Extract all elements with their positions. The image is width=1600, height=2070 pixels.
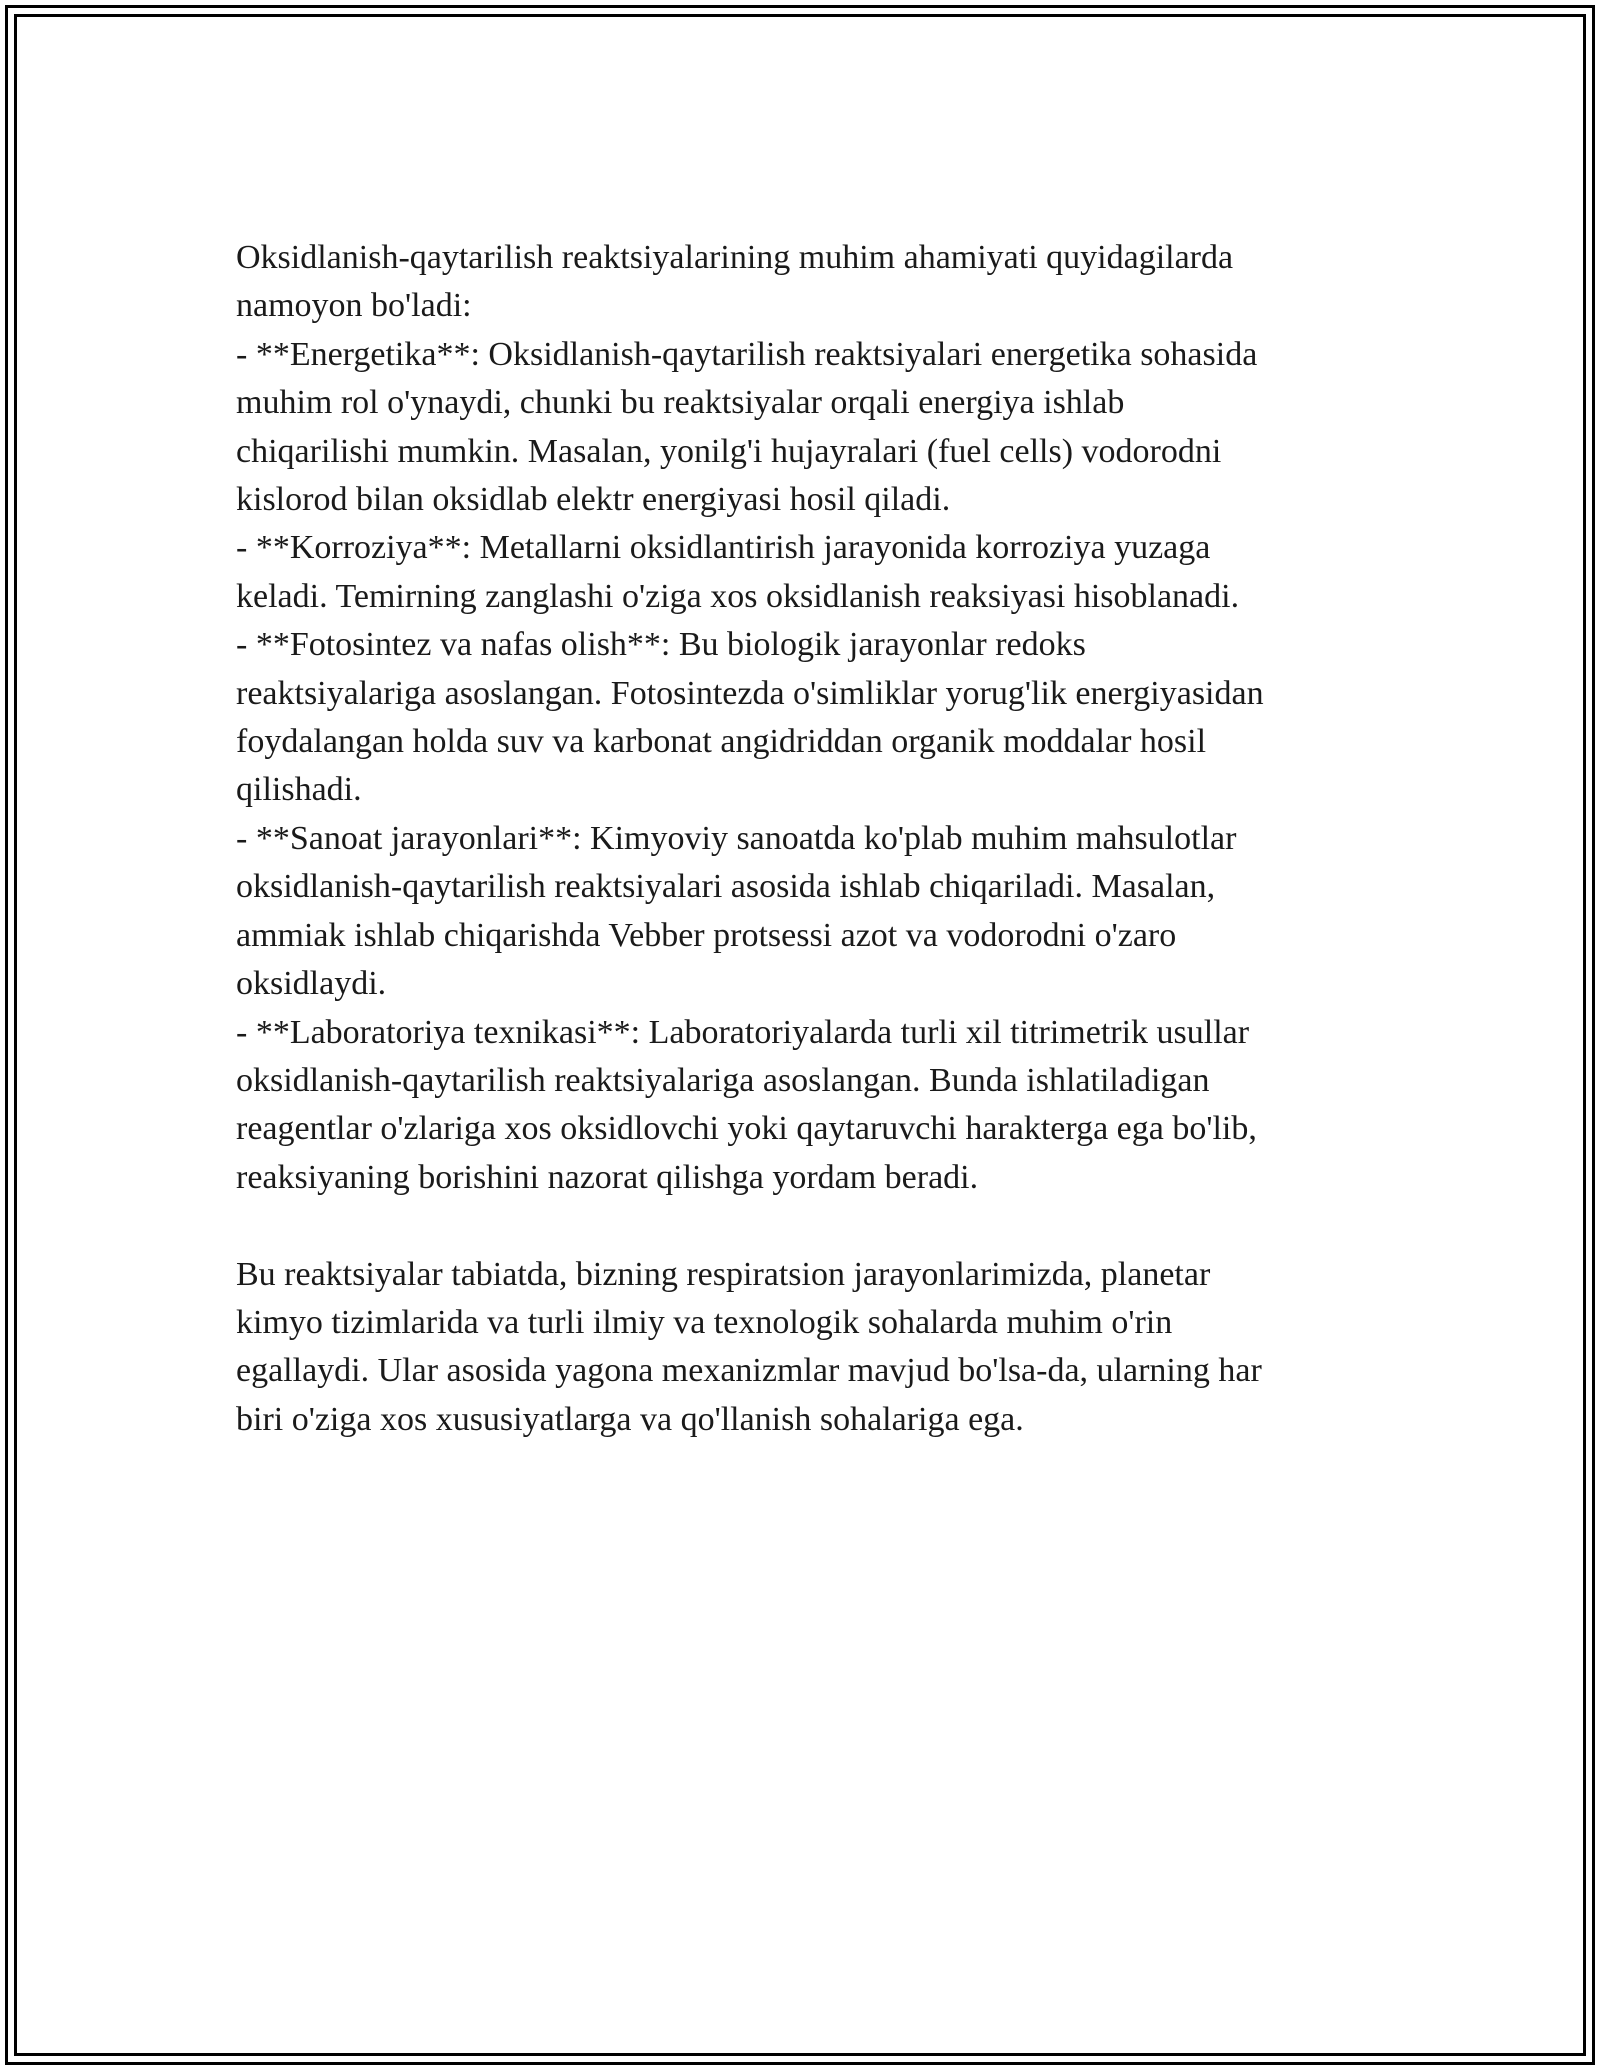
text-line: - **Sanoat jarayonlari**: Kimyoviy sanoatda ko'plab muhim mahsulotlar <box>236 819 1237 857</box>
text-line: kimyo tizimlarida va turli ilmiy va texnologik sohalarda muhim o'rin <box>236 1303 1173 1341</box>
text-line: - **Laboratoriya texnikasi**: Laboratoriyalarda turli xil titrimetrik usullar <box>236 1013 1250 1051</box>
text-line: oksidlaydi. <box>236 965 387 1003</box>
text-line: reaktsiyalariga asoslangan. Fotosintezda o'simliklar yorug'lik energiyasidan <box>236 674 1264 712</box>
text-line: ammiak ishlab chiqarishda Vebber protsessi azot va vodorodni o'zaro <box>236 916 1177 954</box>
text-line: biri o'ziga xos xususiyatlarga va qo'llanish sohalariga ega. <box>236 1400 1024 1438</box>
text-line: - **Fotosintez va nafas olish**: Bu biologik jarayonlar redoks <box>236 626 1086 664</box>
text-line: muhim rol o'ynaydi, chunki bu reaktsiyalar orqali energiya ishlab <box>236 384 1125 422</box>
text-line: reaksiyaning borishini nazorat qilishga yordam beradi. <box>236 1158 979 1196</box>
text-line: Oksidlanish-qaytarilish reaktsiyalarining muhim ahamiyati quyidagilarda <box>236 239 1234 276</box>
text-line: reagentlar o'zlariga xos oksidlovchi yoki qaytaruvchi harakterga ega bo'lib, <box>236 1110 1257 1148</box>
document-body <box>236 234 1356 1444</box>
text-line: oksidlanish-qaytarilish reaktsiyalariga asoslangan. Bunda ishlatiladigan <box>236 1061 1210 1099</box>
text-line: egallaydi. Ular asosida yagona mexanizmlar mavjud bo'lsa-da, ularning har <box>236 1352 1262 1390</box>
list-item-korroziya <box>236 524 1356 621</box>
list-item-energetika <box>236 331 1356 525</box>
list-item-fotosintez <box>236 621 1356 815</box>
text-line: - **Korroziya**: Metallarni oksidlantirish jarayonida korroziya yuzaga <box>236 529 1211 567</box>
text-line: chiqarilishi mumkin. Masalan, yonilg'i hujayralari (fuel cells) vodorodni <box>236 432 1222 470</box>
text-line: namoyon bo'ladi: <box>236 287 472 325</box>
intro-paragraph <box>236 234 1356 331</box>
text-line: foydalangan holda suv va karbonat angidriddan organik moddalar hosil <box>236 723 1207 761</box>
text-line: qilishadi. <box>236 771 362 809</box>
conclusion-paragraph <box>236 1251 1356 1445</box>
text-line: keladi. Temirning zanglashi o'ziga xos oksidlanish reaksiyasi hisoblanadi. <box>236 577 1240 615</box>
text-line: Bu reaktsiyalar tabiatda, bizning respiratsion jarayonlarimizda, planetar <box>236 1255 1211 1293</box>
text-line: - **Energetika**: Oksidlanish-qaytarilish reaktsiyalari energetika sohasida <box>236 335 1258 373</box>
text-line: kislorod bilan oksidlab elektr energiyasi hosil qiladi. <box>236 481 951 519</box>
list-item-laboratoriya <box>236 1009 1356 1203</box>
text-line: oksidlanish-qaytarilish reaktsiyalari asosida ishlab chiqariladi. Masalan, <box>236 868 1216 906</box>
paragraph-gap <box>236 1202 1356 1250</box>
list-item-sanoat <box>236 815 1356 1009</box>
